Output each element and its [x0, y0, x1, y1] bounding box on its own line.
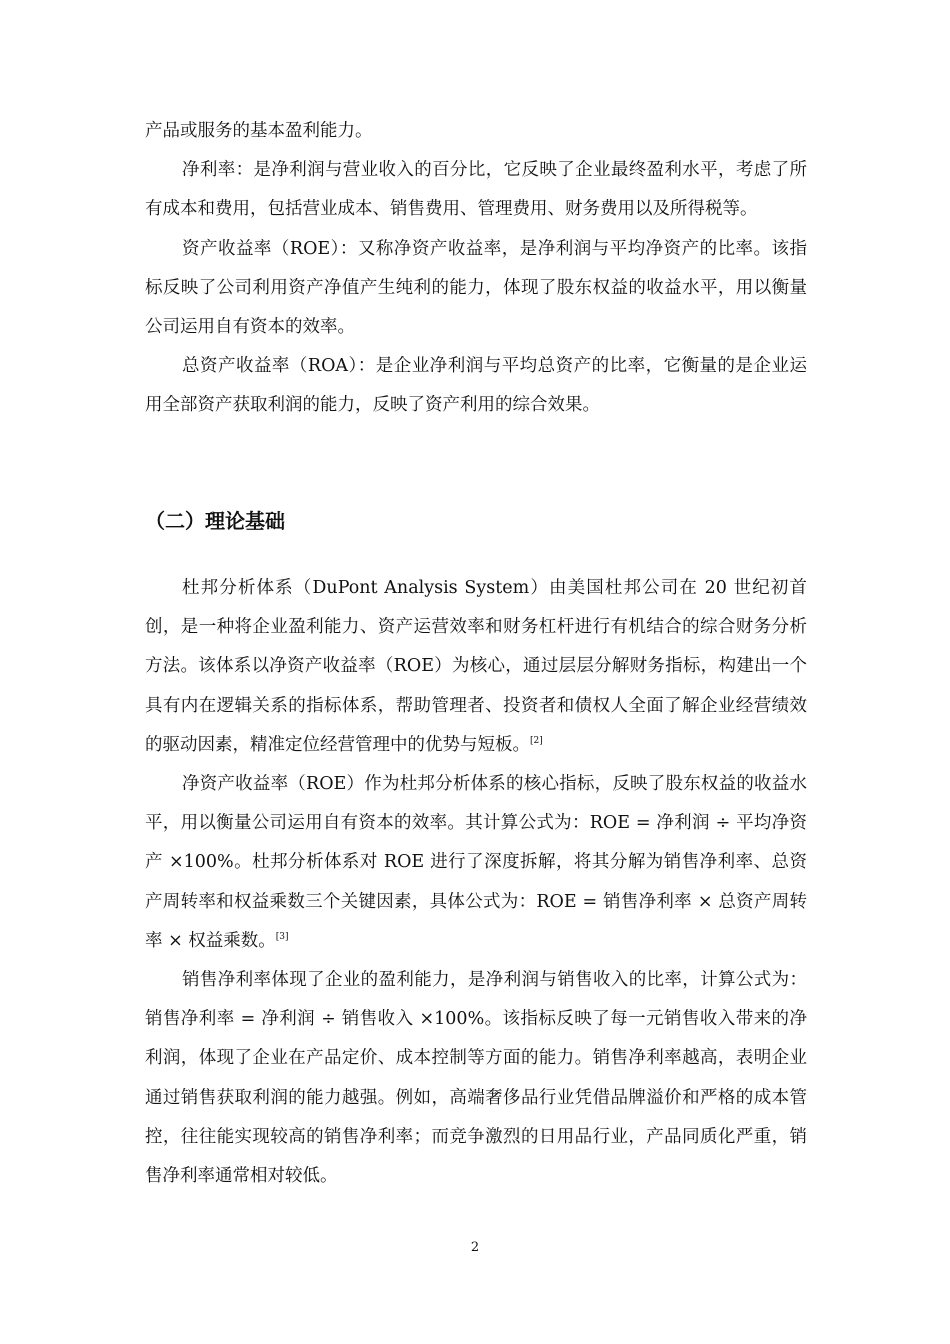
paragraph-roa-definition: 总资产收益率（ROA）：是企业净利润与平均总资产的比率，它衡量的是企业运用全部资产获取利润的能力，反映了资产利用的综合效果。 [145, 356, 807, 416]
paragraph-continuation: 产品或服务的基本盈利能力。 [145, 121, 373, 141]
citation-2: [2] [530, 735, 543, 746]
paragraph-net-sales-margin: 销售净利率体现了企业的盈利能力，是净利润与销售收入的比率，计算公式为：销售净利率 = 净利润 ÷ 销售收入 ×100%。该指标反映了每一元销售收入带来的净利润，体现了企业在产品定价、成本控制等方面的能力。销售净利率越高，表明企业通过销售获取利润的能力越强。例如，高端奢侈品行业凭借品牌溢价和严格的成本管控，往往能实现较高的销售净利率；而竞争激烈的日用品行业，产品同质化严重，销售净利率通常相对较低。 [145, 970, 807, 1187]
paragraph-roe-definition: 资产收益率（ROE）：又称净资产收益率，是净利润与平均净资产的比率。该指标反映了公司利用资产净值产生纯利的能力，体现了股东权益的收益水平，用以衡量公司运用自有资本的效率。 [145, 238, 807, 338]
paragraph-roe-formula-text: 净资产收益率（ROE）作为杜邦分析体系的核心指标，反映了股东权益的收益水平，用以衡量公司运用自有资本的效率。其计算公式为：ROE = 净利润 ÷ 平均净资产 ×100%。杜邦分析体系对 ROE 进行了深度拆解，将其分解为销售净利率、总资产周转率和权益乘数三个关键因素，具体公式为：ROE = 销售净利率 × 总资产周转率 × 权益乘数。 [145, 774, 807, 951]
citation-3: [3] [275, 932, 289, 942]
paragraph-dupont-intro-text: 杜邦分析体系（DuPont Analysis System）由美国杜邦公司在 20 世纪初首创，是一种将企业盈利能力、资产运营效率和财务杠杆进行有机结合的综合财务分析方法。该体系以净资产收益率（ROE）为核心，通过层层分解财务指标，构建出一个具有内在逻辑关系的指标体系，帮助管理者、投资者和债权人全面了解企业经营绩效的驱动因素，精准定位经营管理中的优势与短板。 [145, 578, 807, 755]
section-2-body [145, 569, 807, 1196]
page-number: 2 [470, 1240, 480, 1255]
paragraph-dupont-intro [145, 569, 807, 765]
section-1-body [145, 112, 807, 426]
section-heading: （二）理论基础 [145, 509, 285, 533]
paragraph-roe-formula [145, 765, 807, 961]
paragraph-net-profit-margin: 净利率：是净利润与营业收入的百分比，它反映了企业最终盈利水平，考虑了所有成本和费用，包括营业成本、销售费用、管理费用、财务费用以及所得税等。 [145, 160, 807, 220]
